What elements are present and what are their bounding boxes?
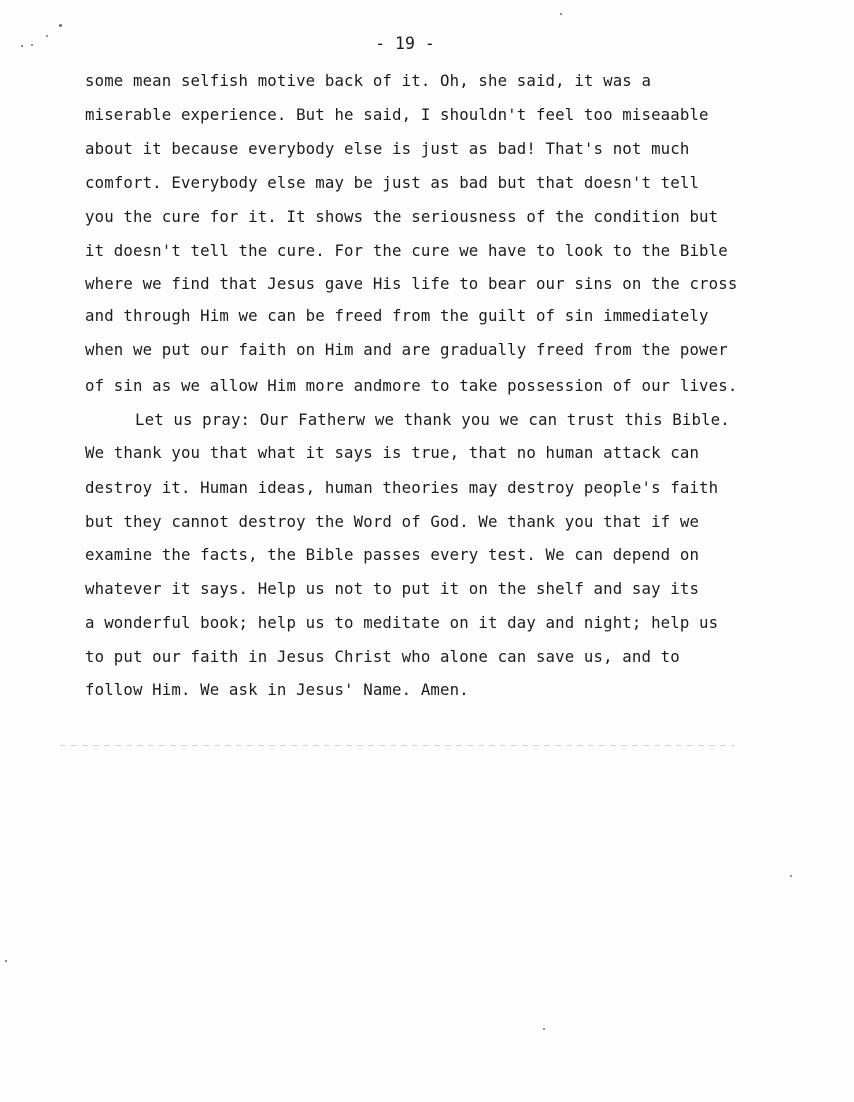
text-line: when we put our faith on Him and are gradually freed from the power	[85, 340, 728, 359]
text-line: it doesn't tell the cure. For the cure we have to look to the Bible	[85, 241, 728, 260]
bleed-through-rule	[60, 745, 735, 746]
text-line: examine the facts, the Bible passes every test. We can depend on	[85, 545, 700, 564]
page-number: - 19 -	[375, 34, 435, 53]
text-line: Let us pray: Our Fatherw we thank you we can trust this Bible.	[135, 410, 730, 429]
text-line: you the cure for it. It shows the seriousness of the condition but	[85, 207, 719, 226]
scan-speck	[560, 13, 562, 15]
text-line: miserable experience. But he said, I shouldn't feel too miseaable	[85, 105, 709, 124]
text-line: about it because everybody else is just as bad! That's not much	[85, 139, 690, 158]
text-line: and through Him we can be freed from the guilt of sin immediately	[85, 306, 709, 325]
text-line: to put our faith in Jesus Christ who alone can save us, and to	[85, 647, 680, 666]
scan-speck	[5, 960, 7, 962]
text-line: but they cannot destroy the Word of God. We thank you that if we	[85, 512, 700, 531]
text-line: We thank you that what it says is true, that no human attack can	[85, 443, 700, 462]
text-line: destroy it. Human ideas, human theories may destroy people's faith	[85, 478, 719, 497]
scan-speck	[543, 1028, 545, 1030]
text-line: follow Him. We ask in Jesus' Name. Amen.	[85, 680, 469, 699]
scan-speck	[59, 24, 62, 27]
text-line: where we find that Jesus gave His life to bear our sins on the cross	[85, 274, 738, 293]
text-line: a wonderful book; help us to meditate on it day and night; help us	[85, 613, 719, 632]
text-line: whatever it says. Help us not to put it on the shelf and say its	[85, 579, 700, 598]
text-line: of sin as we allow Him more andmore to take possession of our lives.	[85, 376, 738, 395]
text-line: some mean selfish motive back of it. Oh, she said, it was a	[85, 71, 652, 90]
scan-speck	[790, 875, 792, 877]
text-line: comfort. Everybody else may be just as bad but that doesn't tell	[85, 173, 700, 192]
